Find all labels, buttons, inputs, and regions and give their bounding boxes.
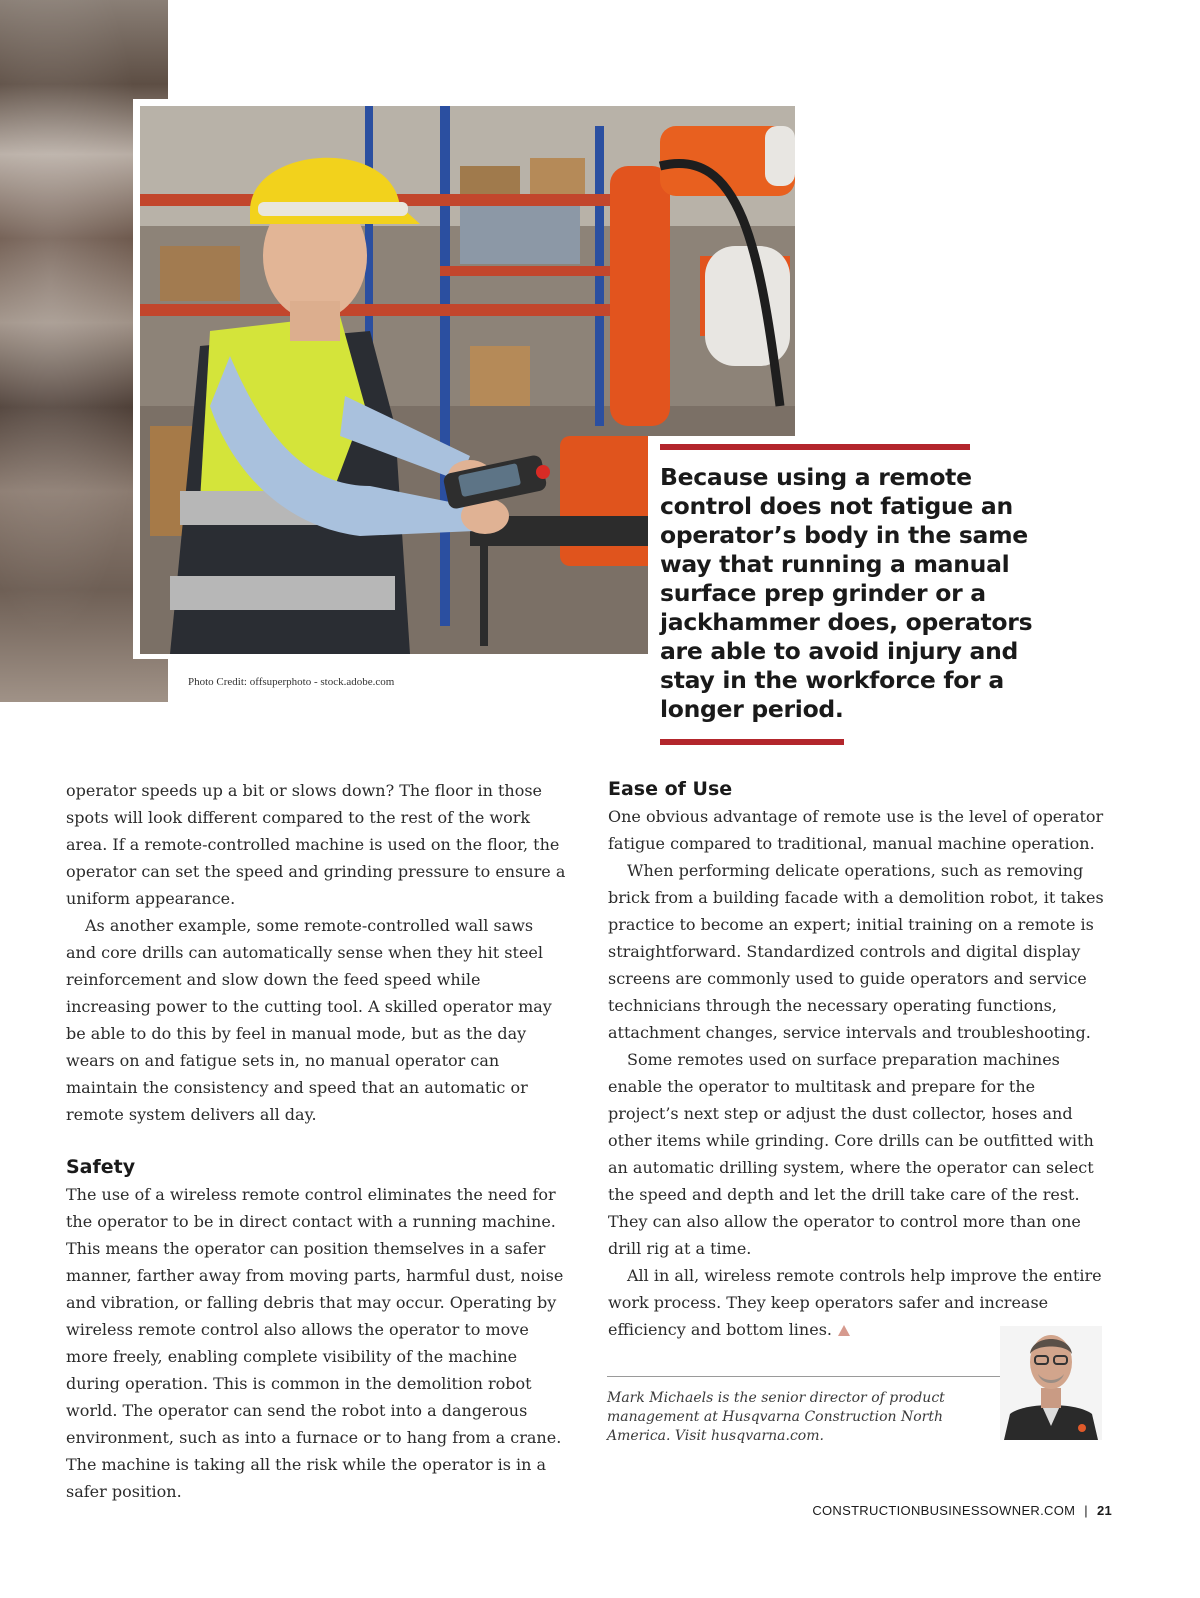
- footer-separator: |: [1084, 1503, 1088, 1518]
- pull-quote-bottom-rule: [660, 739, 844, 745]
- right-paragraph-4-text: All in all, wireless remote controls help improve the entire work process. They keep operators safer and increase efficiency and bottom lines.: [608, 1266, 1102, 1339]
- left-paragraph-1: operator speeds up a bit or slows down? The floor in those spots will look different compared to the rest of the work area. If a remote-controlled machine is used on the floor, the operator can set the speed and grinding pressure to ensure a uniform appearance.: [66, 781, 566, 908]
- section-heading-safety: Safety: [66, 1156, 136, 1178]
- author-bio-rule: [607, 1376, 1002, 1377]
- pull-quote: Because using a remote control does not fatigue an operator’s body in the same way that running a manual surface prep grinder or a jackhammer does, operators are able to avoid injury and stay in the workforce for a longer period.: [660, 463, 1033, 723]
- article-right-column: [608, 775, 1106, 1343]
- pull-quote-top-rule: [660, 444, 970, 450]
- author-headshot-image: [1000, 1326, 1102, 1440]
- right-paragraph-1: One obvious advantage of remote use is the level of operator fatigue compared to traditional, manual machine operation.: [608, 807, 1104, 853]
- author-bio: Mark Michaels is the senior director of product management at Husqvarna Construction North America. Visit husqvarna.com.: [607, 1390, 945, 1444]
- page-footer: [812, 1503, 1112, 1518]
- article-left-column: [66, 777, 566, 1505]
- footer-site-name: CONSTRUCTIONBUSINESSOWNER.COM: [812, 1503, 1076, 1518]
- left-paragraph-3: The use of a wireless remote control eliminates the need for the operator to be in direct contact with a running machine. This means the operator can position themselves in a safer manner, farther away from moving parts, harmful dust, noise and vibration, or falling debris that may occur. Operating by wireless remote control also allows the operator to move more freely, enabling complete visibility of the machine during operation. This is common in the demolition robot world. The operator can send the robot into a dangerous environment, such as into a furnace or to hang from a crane. The machine is taking all the risk while the operator is in a safer position.: [66, 1185, 564, 1501]
- page-number: 21: [1096, 1503, 1112, 1518]
- triangle-end-mark-icon: [838, 1325, 850, 1336]
- author-headshot: [1000, 1326, 1102, 1440]
- section-heading-ease-of-use: Ease of Use: [608, 778, 733, 800]
- right-paragraph-2: When performing delicate operations, such as removing brick from a building facade with a demolition robot, it takes practice to become an expert; initial training on a remote is straightforward. Standardized controls and digital display screens are commonly used to guide operators and service technicians through the necessary operating functions, attachment changes, service intervals and troubleshooting.: [608, 861, 1104, 1042]
- right-paragraph-3: Some remotes used on surface preparation machines enable the operator to multitask and prepare for the project’s next step or adjust the dust collector, hoses and other items while grinding. Core drills can be outfitted with an automatic drilling system, where the operator can select the speed and depth and let the drill take care of the rest. They can also allow the operator to control more than one drill rig at a time.: [608, 1050, 1094, 1258]
- left-paragraph-2: As another example, some remote-controlled wall saws and core drills can automatically sense when they hit steel reinforcement and slow down the feed speed while increasing power to the cutting tool. A skilled operator may be able to do this by feel in manual mode, but as the day wears on and fatigue sets in, no manual operator can maintain the consistency and speed that an automatic or remote system delivers all day.: [66, 916, 552, 1124]
- photo-credit: Photo Credit: offsuperphoto - stock.adobe.com: [188, 676, 395, 688]
